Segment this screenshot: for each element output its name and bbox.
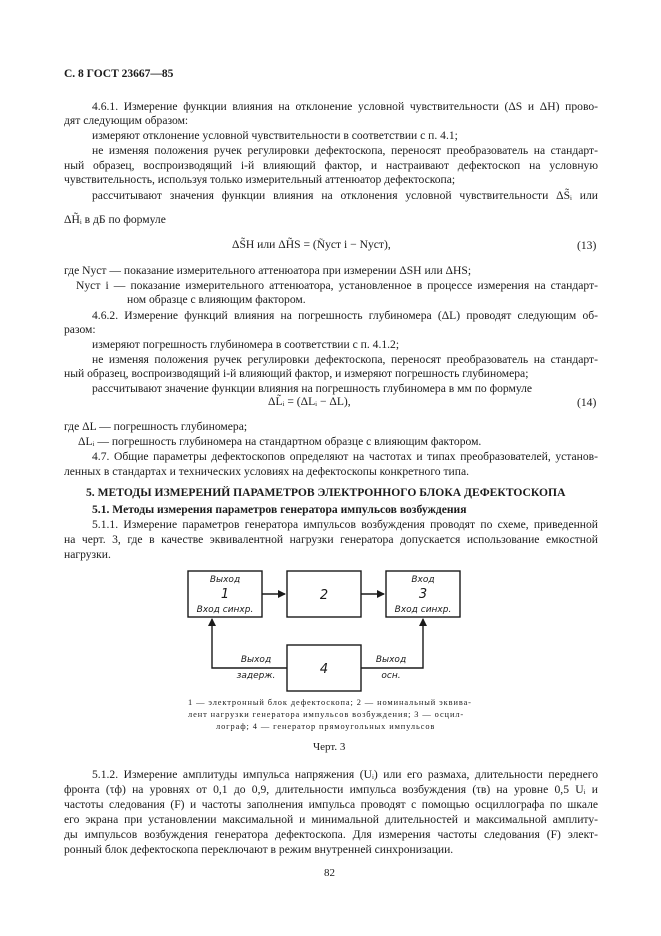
where-line1: где Nуст — показание измерительного аттенюатора при измерении ΔSH или ΔHS;	[64, 264, 472, 277]
paragraph-511-line1: 5.1.1. Измерение параметров генератора импульсов возбуждения проводят по схеме, приведенной	[92, 518, 598, 531]
block-1-number: 1	[220, 587, 230, 602]
not-change2-line2: ный образец, воспроизводящий i-й влияющий фактор, и измеряют погрешность глубиномера;	[64, 367, 529, 380]
paragraph-512-line4: его экрана при установлении максимальной и минимальной длительностей и максимальной амплиту-	[64, 813, 598, 826]
right-arrow-label-1: Выход	[375, 655, 407, 665]
calc-line2: ΔH̃ᵢ в дБ по формуле	[64, 213, 166, 226]
block-4-number: 4	[319, 662, 329, 677]
paragraph-462-line1: 4.6.2. Измерение функций влияния на погрешность глубиномера (ΔL) проводят следующим об-	[92, 309, 598, 322]
not-change2-line1: не изменяя положения ручек регулировки дефектоскопа, переносят преобразователь на стандарт-	[92, 353, 598, 366]
where-line3: ном образце с влияющим фактором.	[127, 293, 306, 306]
paragraph-512-line5: ды импульсов возбуждения генератора дефектоскопа. Для измерения частоты следования (F) элект-	[64, 828, 598, 841]
not-change-line2: ный образец, воспроизводящий i-й влияющий фактор, и настраивают дефектоскоп на условную	[64, 159, 598, 172]
paragraph-47-line2: ленных в стандартах и технических условиях на дефектоскопы конкретного типа.	[64, 465, 470, 478]
where-line2: Nуст i — показание измерительного аттенюатора, установленное в процессе измерения на стандарт-	[76, 279, 598, 292]
not-change-line3: чувствительность, используя только измерительный аттенюатор дефектоскопа;	[64, 173, 456, 186]
paragraph-512-line2: фронта (τф) на уровнях от 0,1 до 0,9, длительности импульса возбуждения (τв) на уровне 0,5 Uᵢ и	[64, 783, 598, 796]
measure-error-line: измеряют погрешность глубиномера в соответствии с п. 4.1.2;	[92, 338, 400, 351]
right-arrow-label-2: осн.	[381, 671, 401, 681]
calc-line1: рассчитывают значения функции влияния на отклонения условной чувствительности ΔS̃ᵢ или	[92, 189, 598, 202]
not-change-line1: не изменяя положения ручек регулировки дефектоскопа, переносят преобразователь на стандарт-	[92, 144, 598, 157]
paragraph-462-line2: разом:	[64, 323, 96, 336]
formula-13-number: (13)	[577, 239, 597, 252]
formula-14-number: (14)	[577, 396, 597, 409]
left-arrow-label-2: задерж.	[236, 671, 276, 681]
calc2-line: рассчитывают значение функции влияния на погрешность глубиномера в мм по формуле	[92, 382, 533, 395]
paragraph-512-line6: ронный блок дефектоскопа переключают в режим внутренней синхронизации.	[64, 843, 454, 856]
paragraph-511-line3: нагрузки.	[64, 548, 111, 561]
paragraph-47-line1: 4.7. Общие параметры дефектоскопов определяют на частотах и типах преобразователей, установ-	[92, 450, 598, 463]
left-arrow-label-1: Выход	[240, 655, 272, 665]
paragraph-461-line2: дят следующим образом:	[64, 114, 189, 127]
where2-line2: ΔLᵢ — погрешность глубиномера на стандартном образце с влияющим фактором.	[78, 435, 482, 448]
paragraph-511-line2: на черт. 3, где в качестве эквивалентной нагрузки генератора допускается использование емкостной	[64, 533, 598, 546]
where2-line1: где ΔL — погрешность глубиномера;	[64, 420, 248, 433]
paragraph-512-line3: частоты следования (F) и частоты заполнения импульса проводят с помощью осциллографа по шкале	[64, 798, 598, 811]
page-header: С. 8 ГОСТ 23667—85	[64, 68, 174, 80]
measure-deviation-line: измеряют отклонение условной чувствительности в соответствии с п. 4.1;	[92, 129, 458, 142]
formula-14: ΔL̃ᵢ = (ΔLᵢ − ΔL),	[268, 395, 351, 408]
block-1-bottom-label: Вход синхр.	[196, 605, 254, 615]
block-2-number: 2	[319, 588, 329, 603]
figure-title: Черт. 3	[313, 741, 346, 753]
block-3-top-label: Вход	[411, 575, 435, 585]
section-5-heading: 5. МЕТОДЫ ИЗМЕРЕНИЙ ПАРАМЕТРОВ ЭЛЕКТРОННОГО БЛОКА ДЕФЕКТОСКОПА	[86, 486, 566, 499]
figure-caption-line3: лограф; 4 — генератор прямоугольных импульсов	[216, 722, 436, 731]
formula-13: ΔS̃H или ΔH̃S = (Ñуст i − Nуст),	[232, 238, 391, 251]
figure-caption-line2: лент нагрузки генератора импульсов возбуждения; 3 — осцил-	[188, 710, 465, 719]
block-3-number: 3	[418, 587, 428, 602]
subsection-51-heading: 5.1. Методы измерения параметров генератора импульсов возбуждения	[92, 503, 467, 516]
figure-caption-line1: 1 — электронный блок дефектоскопа; 2 — номинальный эквива-	[188, 698, 472, 707]
block-1-top-label: Выход	[209, 575, 241, 585]
page-number: 82	[324, 867, 335, 879]
paragraph-461-line1: 4.6.1. Измерение функции влияния на отклонение условной чувствительности (ΔS и ΔH) прово-	[92, 100, 598, 113]
block-3-bottom-label: Вход синхр.	[394, 605, 452, 615]
paragraph-512-line1: 5.1.2. Измерение амплитуды импульса напряжения (Uᵢ) или его размаха, длительности переднего	[92, 768, 598, 781]
